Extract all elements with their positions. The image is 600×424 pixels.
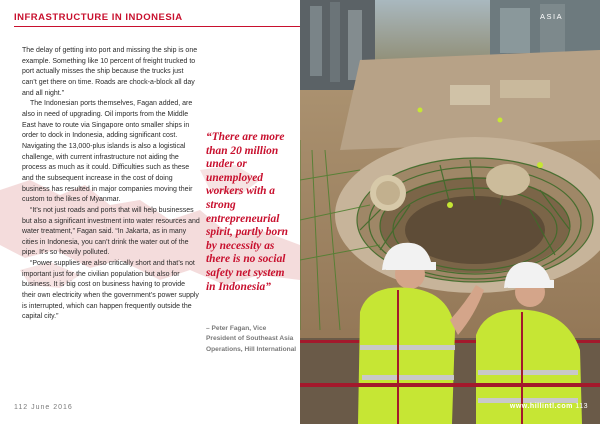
region-label: ASIA — [540, 12, 564, 21]
pull-quote: “There are more than 20 million under or unemployed workers with a strong entrepreneurial spirit, partly born by necessity as there is no social safety net system in Indonesia” — [206, 131, 288, 293]
pull-quote-attribution: – Peter Fagan, Vice President of Southeast Asia Operations, Hill International — [206, 325, 297, 353]
right-page — [300, 0, 600, 424]
article-paragraph: The delay of getting into port and missing the ship is one example. Something like 10 percent of freight trucked to port actually misses the ship because the trucks just can’t get there on time. Roads are chock-a-block all day and all night.” — [22, 47, 198, 97]
article-body — [22, 46, 200, 323]
construction-site-photo — [300, 0, 600, 424]
section-title: INFRASTRUCTURE IN INDONESIA — [14, 12, 183, 23]
page-folio-right — [510, 403, 588, 410]
article-paragraph: The Indonesian ports themselves, Fagan added, are also in need of upgrading. Oil imports from the Middle East have to route via Singapore onto smaller ships in order to dock in Indonesia, adding significant cost. Navigating the 13,000-plus islands is also a logistical challenge, with current infrastructure not aiding the process as much as it could. Difficulties such as these and the subsequent increase in the cost of doing business has resulted in major companies moving their custom to the likes of Myanmar. — [22, 100, 193, 204]
page-folio-left: 112 June 2016 — [14, 404, 73, 411]
footer-red-bar — [300, 383, 600, 387]
website-url: www.hillintl.com — [509, 403, 573, 410]
article-paragraph: “Power supplies are also critically short and that’s not important just for the civilian population but also for business. It is big cost on business having to provide their own electricity when the government’s power supply is interrupted, which can happen frequently outside the capital city.” — [22, 260, 199, 321]
page-number-right: 113 — [575, 403, 588, 410]
header-rule — [14, 26, 300, 27]
article-paragraph: “It’s not just roads and ports that will help businesses but also a significant investment into water resources and water treatment,” Fagan said. “In Jakarta, as in many cities in Indonesia, you can’t drink the water out of the pipe. It’s so heavily polluted. — [22, 206, 200, 257]
